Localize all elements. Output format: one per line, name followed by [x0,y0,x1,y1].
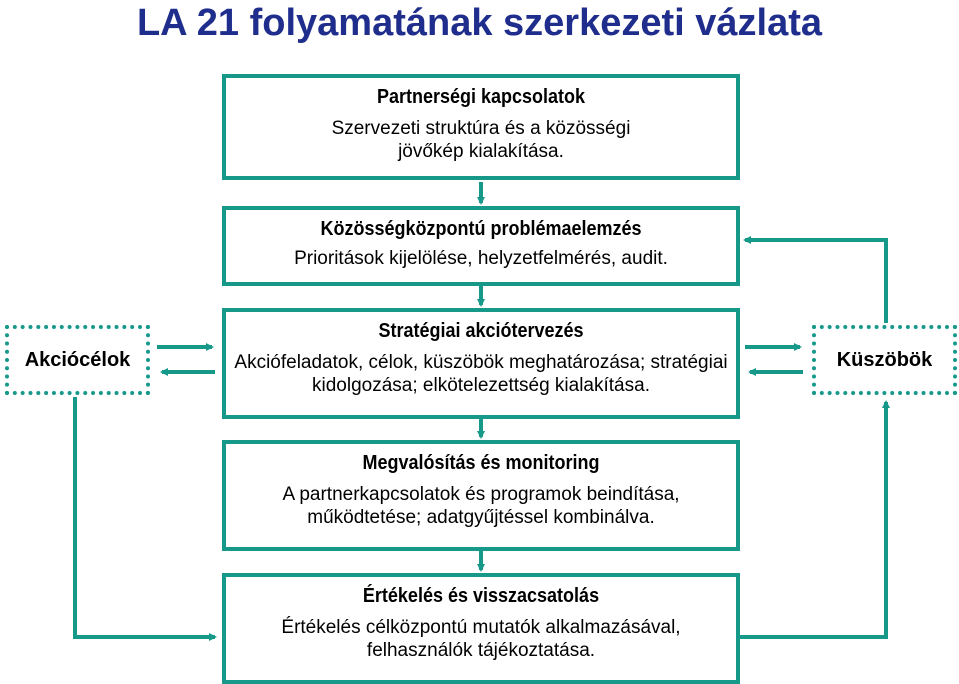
arrow-left-to-5 [75,397,215,637]
box-implementation [222,440,740,551]
arrow-5-to-right [740,402,886,637]
action-goals-box [5,325,150,395]
box-evaluation [222,573,740,684]
box-body: Akciófeladatok, célok, küszöbök meghatározása; stratégiai kidolgozása; elkötelezettség kialakítása. [234,352,728,396]
box-body: Értékelés célközpontú mutatók alkalmazásával, felhasználók tájékoztatása. [281,617,681,661]
diagram-title: LA 21 folyamatának szerkezeti vázlata [136,2,823,44]
box-body: Szervezeti struktúra és a közösségi jövőkép kialakítása. [331,118,631,162]
box-partnerships [222,74,740,180]
box-strategic-planning [222,308,740,419]
box-heading: Stratégiai akciótervezés [378,320,584,342]
box-heading: Megvalósítás és monitoring [362,452,600,474]
box-body: A partnerkapcsolatok és programok beindítása, működtetése; adatgyűjtéssel kombinálva. [282,484,680,528]
box-problem-analysis [222,206,740,286]
box-heading: Partnerségi kapcsolatok [376,86,586,108]
thresholds-box [812,325,957,395]
action-goals-label: Akciócélok [24,348,131,371]
box-heading: Közösségközpontú problémaelemzés [320,218,642,240]
box-heading: Értékelés és visszacsatolás [362,585,600,607]
thresholds-label: Küszöbök [836,348,933,371]
arrow-right-to-2 [745,240,886,323]
box-body: Prioritások kijelölése, helyzetfelmérés, audit. [294,248,668,269]
